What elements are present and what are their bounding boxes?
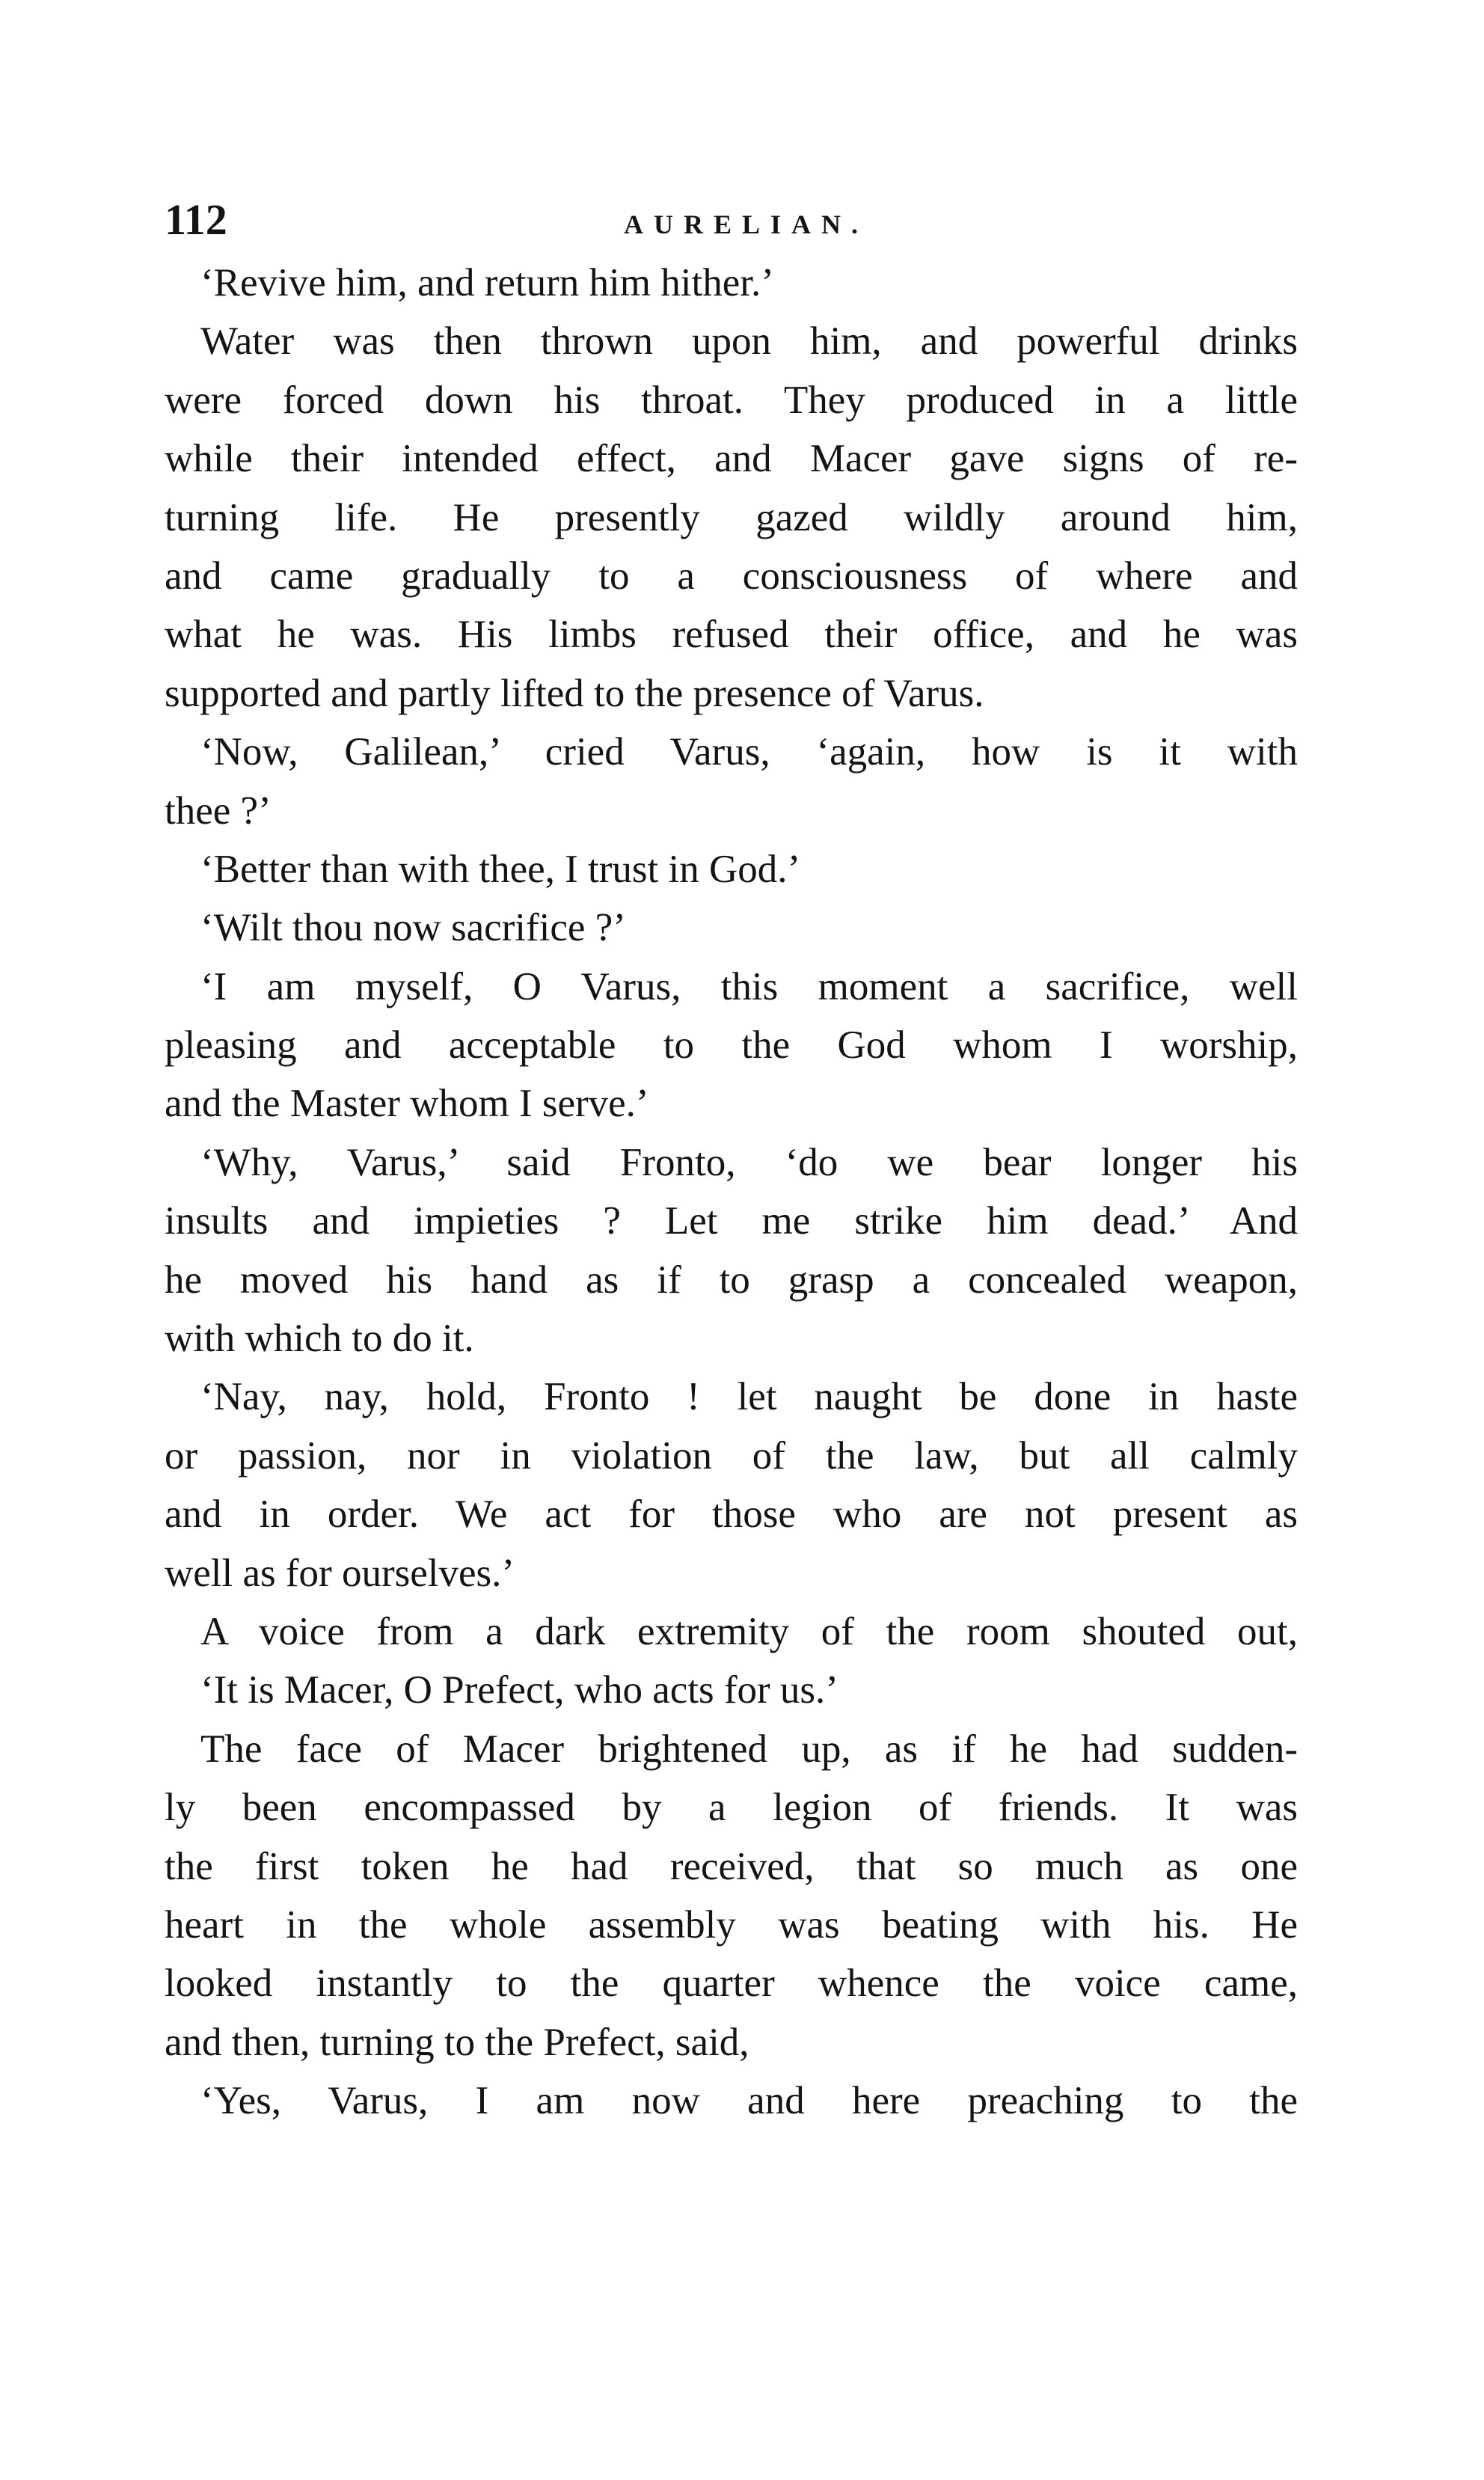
- text-line: the first token he had received, that so much as one: [165, 1844, 1298, 1888]
- text-line: thee ?’: [165, 789, 272, 833]
- text-line: turning life. He presently gazed wildly around him,: [165, 495, 1298, 539]
- text-line: and then, turning to the Prefect, said,: [165, 2020, 749, 2064]
- text-line: The face of Macer brightened up, as if he had sudden-: [200, 1727, 1298, 1771]
- text-line: ‘I am myself, O Varus, this moment a sacrifice, well: [200, 964, 1298, 1008]
- text-line: with which to do it.: [165, 1317, 474, 1361]
- text-line: he moved his hand as if to grasp a concealed weapon,: [165, 1258, 1298, 1302]
- page-number: 112: [165, 195, 227, 244]
- text-line: A voice from a dark extremity of the room shouted out,: [200, 1609, 1298, 1653]
- text-line: ‘Now, Galilean,’ cried Varus, ‘again, how is it with: [200, 730, 1298, 774]
- running-title: AURELIAN.: [623, 209, 869, 239]
- text-line: pleasing and acceptable to the God whom I worship,: [165, 1023, 1298, 1068]
- text-line: ‘Wilt thou now sacrifice ?’: [200, 906, 626, 950]
- text-line: looked instantly to the quarter whence the voice came,: [165, 1962, 1298, 2006]
- text-line: ‘It is Macer, O Prefect, who acts for us.’: [200, 1668, 838, 1712]
- text-line: ‘Yes, Varus, I am now and here preaching to the: [200, 2079, 1298, 2123]
- text-line: heart in the whole assembly was beating with his. He: [165, 1902, 1298, 1947]
- text-line: well as for ourselves.’: [165, 1551, 515, 1595]
- text-line: ‘Better than with thee, I trust in God.’: [200, 847, 801, 891]
- text-line: supported and partly lifted to the presence of Varus.: [165, 671, 984, 715]
- text-line: and in order. We act for those who are not present as: [165, 1492, 1298, 1537]
- text-line: insults and impieties ? Let me strike him dead.’ And: [165, 1199, 1298, 1243]
- text-line: Water was then thrown upon him, and powerful drinks: [200, 319, 1298, 364]
- text-line: and the Master whom I serve.’: [165, 1082, 649, 1126]
- text-line: or passion, nor in violation of the law, but all calmly: [165, 1433, 1298, 1478]
- text-line: ‘Nay, nay, hold, Fronto ! let naught be done in haste: [200, 1375, 1298, 1419]
- page-body-text: [165, 254, 1298, 2131]
- page-header: [165, 196, 1298, 244]
- text-line: and came gradually to a consciousness of where and: [165, 554, 1298, 598]
- text-line: were forced down his throat. They produced in a little: [165, 378, 1298, 422]
- text-line: ly been encompassed by a legion of friends. It was: [165, 1786, 1298, 1830]
- text-line: ‘Revive him, and return him hither.’: [200, 261, 774, 304]
- text-line: while their intended effect, and Macer gave signs of re-: [165, 437, 1298, 481]
- text-line: ‘Why, Varus,’ said Fronto, ‘do we bear longer his: [200, 1140, 1298, 1184]
- text-line: what he was. His limbs refused their office, and he was: [165, 613, 1298, 657]
